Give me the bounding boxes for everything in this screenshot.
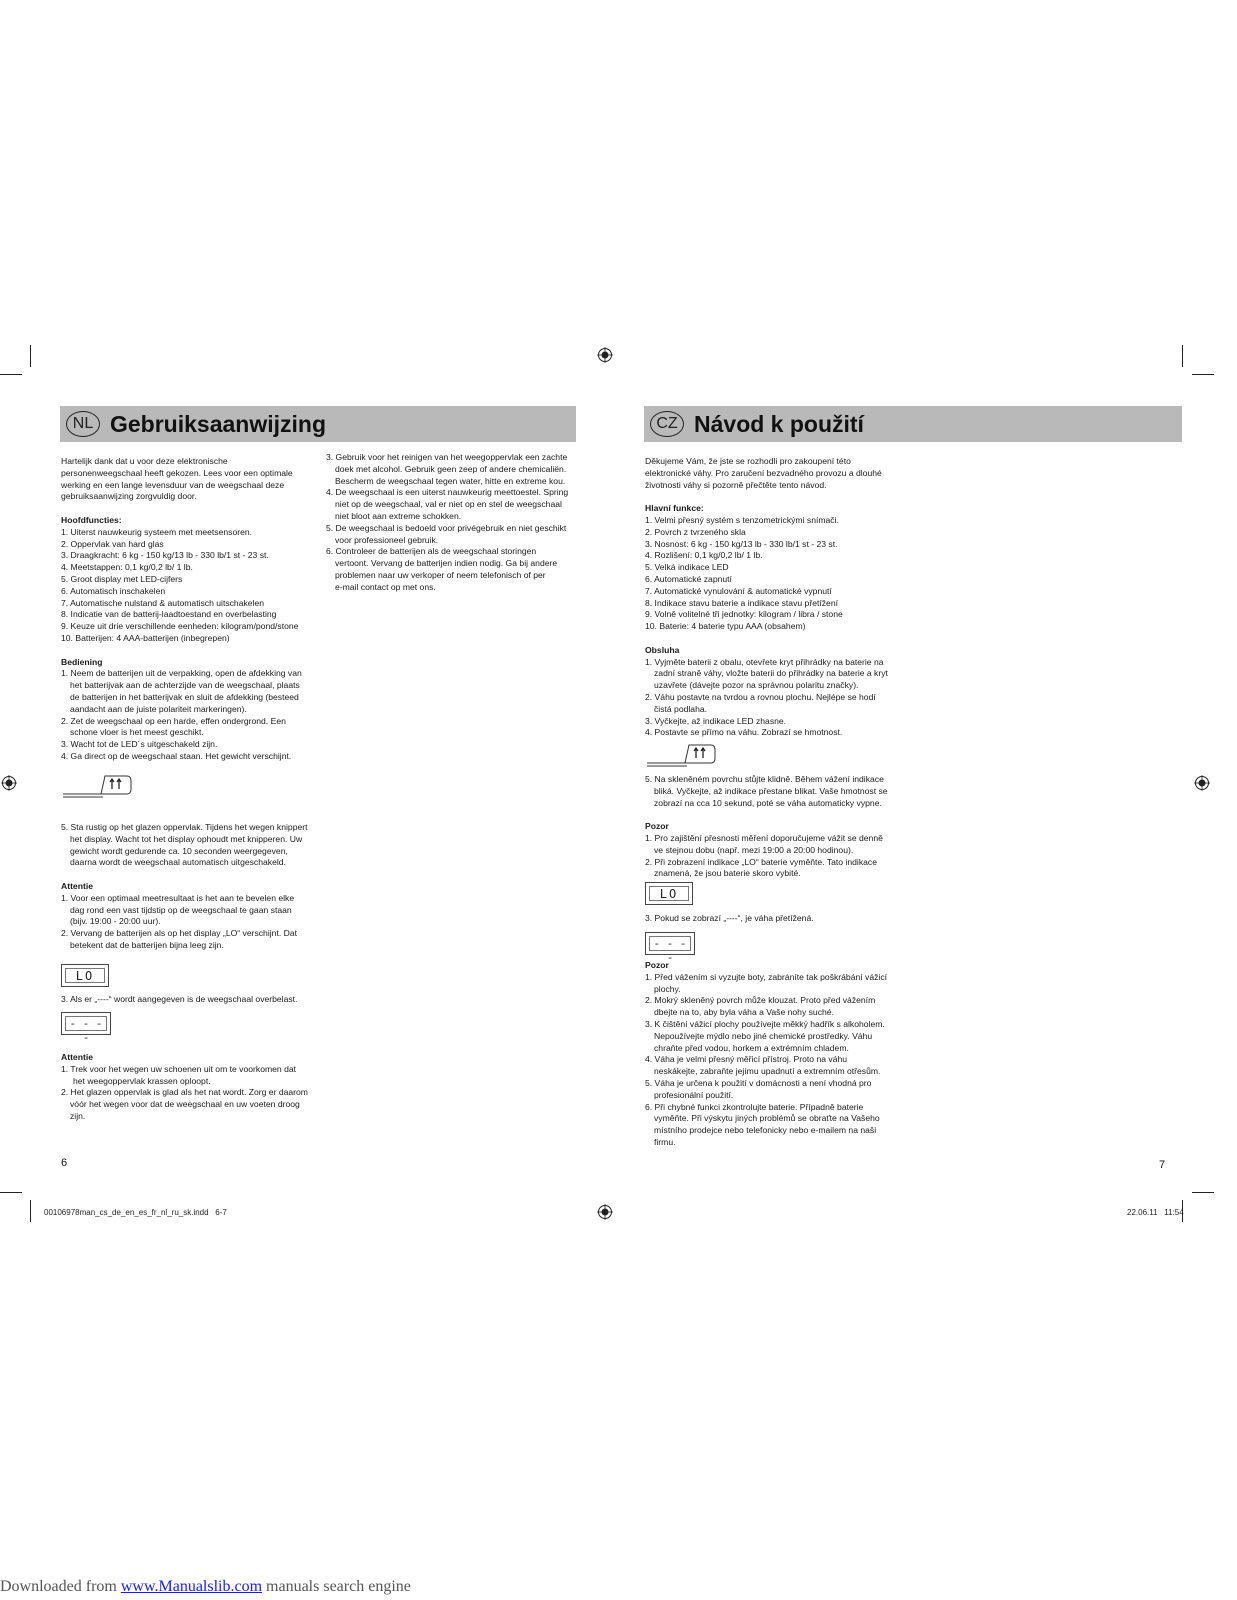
crop-mark [0, 374, 22, 375]
list-item-cont: niet bloot aan extreme schokken. [335, 510, 462, 521]
list-item: 7. Automatické vynulování & automatické vypnutí [645, 585, 832, 596]
list-item-cont: vertoont. Vervang de batterijen indien nodig. Ga bij andere [335, 558, 558, 569]
list-item-cont: neskákejte, zabraňte jejímu upadnutí a extremním otřesům. [654, 1066, 881, 1077]
crop-mark [0, 1192, 22, 1193]
list-item: 9. Keuze uit drie verschillende eenheden: kilogram/pond/stone [61, 621, 299, 632]
crop-mark [1192, 374, 1214, 375]
list-item-cont: aandacht aan de juiste polariteit markeringen). [70, 703, 247, 714]
language-badge: NL [66, 411, 100, 437]
list-item-cont: uzavřete (dávejte pozor na správnou polaritu značky). [654, 680, 859, 691]
intro-line: gebruiksaanwijzing zorgvuldig door. [61, 491, 197, 502]
lcd-text: - - - - [65, 1016, 107, 1031]
list-item-cont: het display. Wacht tot het display ophoudt met knipperen. Uw [70, 833, 303, 844]
list-item: 1. Velmi přesný systém s tenzometrickými snímači. [645, 514, 839, 525]
lcd-text: LO [649, 886, 689, 901]
list-item: 8. Indikace stavu baterie a indikace stavu přetížení [645, 597, 838, 608]
list-item: 1. Pro zajištění přesnosti měření doporučujeme vážit se denně [645, 832, 883, 843]
list-item: 4. Váha je velmi přesný měřicí přístroj. Proto na váhu [645, 1054, 848, 1065]
list-item: 2. Het glazen oppervlak is glad als het nat wordt. Zorg er daarom [61, 1087, 308, 1098]
registration-mark-icon [597, 347, 613, 363]
list-item-cont: daarna wordt de weegschaal automatisch uitgeschakeld. [70, 857, 286, 868]
section-header-nl [60, 406, 576, 442]
nl-column-1-lower [61, 822, 321, 952]
list-item-cont: zobrazí na cca 10 sekund, poté se váha automaticky vypne. [654, 797, 882, 808]
list-item: 1. Uiterst nauwkeurig systeem met meetsensoren. [61, 526, 253, 537]
list-item: 3. K čištění vážicí plochy používejte měkký hadřík s alkoholem. [645, 1018, 885, 1029]
list-item: 4. Rozlišení: 0,1 kg/0,2 lb/ 1 lb. [645, 550, 763, 561]
registration-mark-icon [1194, 775, 1210, 791]
list-item: 3. Pokud se zobrazí „----“, je váha přetížená. [645, 913, 814, 923]
list-item: 5. Váha je určena k použití v domácnosti a není vhodná pro [645, 1077, 872, 1088]
list-item-cont: chraňte před vodou, horkem a extrémním chladem. [654, 1042, 849, 1053]
lcd-text: LO [65, 968, 105, 983]
footer-suffix: manuals search engine [262, 1578, 411, 1595]
list-item-cont: de batterijen in het batterijvak en sluit de afdekking (besteed [70, 691, 299, 702]
list-item: 2. Vervang de batterijen als op het display „LO“ verschijnt. Dat [61, 928, 297, 939]
registration-mark-icon [1, 775, 17, 791]
list-item-cont: čistá podlaha. [654, 703, 708, 714]
list-item-cont: vyměňte. Při výskytu jiných problémů se obraťte na Vašeho [654, 1113, 880, 1124]
section-heading: Pozor [645, 960, 669, 970]
list-item-cont: plochy. [654, 983, 681, 994]
section-heading: Attentie [61, 1052, 93, 1062]
page-number: 6 [61, 1157, 68, 1169]
list-item: 7. Automatische nulstand & automatisch uitschakelen [61, 597, 265, 608]
list-item: 2. Zet de weegschaal op een harde, effen ondergrond. Een [61, 715, 286, 726]
list-item: 1. Neem de batterijen uit de verpakking, open de afdekking van [61, 668, 302, 679]
list-item: 1. Trek voor het wegen uw schoenen uit om te voorkomen dat [61, 1063, 297, 1074]
list-item: 5. Sta rustig op het glazen oppervlak. Tijdens het wegen knippert [61, 822, 308, 832]
list-item: 2. Mokrý skleněný povrch může klouzat. Proto před vážením [645, 995, 876, 1006]
list-item: 4. Ga direct op de weegschaal staan. Het gewicht verschijnt. [61, 750, 292, 761]
cz-column-lower [645, 774, 915, 880]
nl-column-1-bottom [61, 1052, 321, 1123]
list-item-cont: dbejte na to, aby byla váha a Vaše nohy suché. [654, 1007, 834, 1018]
page-title: Gebruiksaanwijzing [110, 411, 326, 437]
list-item: 3. Als er „----“ wordt aangegeven is de weegschaal overbelast. [61, 994, 298, 1004]
list-item-cont: místního prodejce nebo telefonicky nebo e-mailem na naši [654, 1125, 877, 1136]
footer-link[interactable]: www.Manualslib.com [120, 1578, 263, 1595]
section-heading: Obsluha [645, 644, 680, 655]
lcd-display-dash [61, 1012, 111, 1044]
list-item: 5. Groot display met LED-cijfers [61, 573, 183, 584]
lcd-display-lo [645, 882, 693, 905]
nl-column-1 [61, 456, 321, 763]
scale-illustration-icon [61, 773, 133, 799]
download-footer [0, 1578, 411, 1596]
list-item-cont: het weegoppervlak krassen oploopt. [73, 1075, 211, 1086]
lcd-display-lo [61, 964, 109, 987]
page-number: 7 [1159, 1159, 1166, 1171]
cz-overload [645, 913, 915, 925]
cz-column-bottom [645, 960, 915, 1149]
footer-prefix: Downloaded from [0, 1578, 121, 1595]
intro-line: werking en een lange levensduur van de weegschaal deze [61, 479, 285, 490]
list-item: 9. Volně volitelné tři jednotky: kilogram / libra / stone [645, 609, 843, 620]
cz-column [645, 456, 915, 739]
slug-filename: 00106978man_cs_de_en_es_fr_nl_ru_sk.indd 6-7 [44, 1208, 227, 1217]
list-item-cont: Nepoužívejte mýdlo nebo jiné chemické prostředky. Váhu [654, 1030, 873, 1041]
slug-date: 22.06.11 11:54 [1127, 1208, 1184, 1217]
list-item: 10. Batterijen: 4 AAA-batterijen (inbegrepen) [61, 632, 230, 643]
list-item: 10. Baterie: 4 baterie typu AAA (obsahem) [645, 621, 806, 632]
list-item: 2. Oppervlak van hard glas [61, 538, 164, 549]
intro-line: životnosti váhy si pozorně přečtěte tento návod. [645, 479, 827, 490]
list-item-cont: ve stejnou dobu (např. mezi 19:00 a 20:00 hodinou). [654, 844, 854, 855]
list-item: 8. Indicatie van de batterij-laadtoestand en overbelasting [61, 609, 277, 620]
list-item-cont: niet op de weegschaal, val er niet op en stel de weegschaal [335, 499, 562, 510]
list-item: 5. Na skleněném povrchu stůjte klidně. Během vážení indikace [645, 774, 884, 784]
list-item-cont: gewicht wordt gedurende ca. 10 seconden weergegeven, [70, 845, 288, 856]
list-item-cont: bliká. Vyčkejte, až indikace přestane blikat. Vaše hmotnost se [654, 785, 888, 796]
list-item: 4. Postavte se přímo na váhu. Zobrazí se hmotnost. [645, 727, 843, 738]
crop-mark [1192, 1192, 1214, 1193]
page-title: Návod k použití [694, 411, 864, 437]
list-item: 5. Velká indikace LED [645, 562, 729, 573]
list-item: 4. De weegschaal is een uiterst nauwkeurig meettoestel. Spring [326, 487, 569, 498]
list-item-cont: zadní straně váhy, vložte baterii do přihrádky na baterie a kryt [654, 668, 888, 679]
intro-line: elektronické váhy. Pro zaručení bezvadného provozu a dlouhé [645, 467, 882, 478]
list-item: 6. Controleer de batterijen als de weegschaal storingen [326, 546, 537, 557]
list-item-cont: het batterijvak aan de achterzijde van de weegschaal, plaats [70, 680, 300, 691]
registration-mark-icon [597, 1204, 613, 1220]
list-item: 1. Vyjměte baterii z obalu, otevřete kryt přihrádky na baterie na [645, 656, 884, 667]
list-item: 2. Při zobrazení indikace „LO“ baterie vyměňte. Tato indikace [645, 856, 877, 867]
nl-overload [61, 994, 321, 1006]
list-item-cont: (bijv. 19:00 - 20:00 uur). [70, 916, 161, 927]
intro-line: personenweegschaal heeft gekozen. Lees voor een optimale [61, 467, 293, 478]
list-item-cont: zijn. [70, 1110, 86, 1121]
list-item-cont: schone vloer is het meest geschikt. [70, 727, 204, 738]
list-item-cont: vóór het wegen voor dat de weegschaal en uw voeten droog [70, 1099, 300, 1110]
list-item-cont: znamená, že jsou baterie skoro vybité. [654, 868, 801, 879]
list-item: 2. Váhu postavte na tvrdou a rovnou plochu. Nejlépe se hodí [645, 691, 876, 702]
list-item: 5. De weegschaal is bedoeld voor privégebruik en niet geschikt [326, 522, 567, 533]
intro-line: Hartelijk dank dat u voor deze elektronische [61, 456, 228, 466]
list-item: 3. Gebruik voor het reinigen van het weegoppervlak een zachte [326, 452, 568, 462]
section-heading: Hlavní funkce: [645, 503, 704, 514]
list-item-cont: profesionální použití. [654, 1089, 734, 1100]
section-header-cz [644, 406, 1182, 442]
list-item-cont: Bescherm de weegschaal tegen water, hitte en extreme kou. [335, 475, 566, 486]
section-heading: Bediening [61, 656, 103, 667]
lcd-display-dash [645, 932, 695, 964]
list-item-cont: dag rond een vast tijdstip op de weegschaal te gaan staan [70, 904, 292, 915]
section-heading: Hoofdfuncties: [61, 514, 122, 525]
list-item-cont: voor professioneel gebruik. [335, 534, 439, 545]
crop-mark [30, 1200, 31, 1222]
language-badge: CZ [650, 411, 684, 437]
list-item: 4. Meetstappen: 0,1 kg/0,2 lb/ 1 lb. [61, 562, 193, 573]
list-item-cont: firmu. [654, 1136, 676, 1147]
list-item: 2. Povrch z tvrzeného skla [645, 526, 746, 537]
list-item: 6. Při chybné funkci zkontrolujte baterie. Případně baterie [645, 1101, 864, 1112]
list-item-cont: problemen naar uw verkoper of neem telefonisch of per [335, 569, 546, 580]
list-item: 6. Automatické zapnutí [645, 573, 732, 584]
list-item: 1. Před vážením si vyzujte boty, zabráníte tak poškrábání vážicí [645, 971, 888, 982]
section-heading: Attentie [61, 880, 93, 891]
list-item: 1. Voor een optimaal meetresultaat is het aan te bevelen elke [61, 892, 295, 903]
list-item: 3. Vyčkejte, až indikace LED zhasne. [645, 715, 787, 726]
scale-illustration-icon [645, 742, 717, 768]
lcd-text: - - - - [649, 936, 691, 951]
section-heading: Pozor [645, 821, 669, 832]
list-item-cont: betekent dat de batterijen bijna leeg zijn. [70, 939, 224, 950]
list-item: 3. Wacht tot de LED´s uitgeschakeld zijn. [61, 739, 218, 750]
list-item-cont: e-mail contact op met ons. [335, 581, 436, 592]
list-item: 3. Nosnost: 6 kg - 150 kg/13 lb - 330 lb/1 st - 23 st. [645, 538, 838, 549]
crop-mark [30, 345, 31, 367]
intro-line: Děkujeme Vám, že jste se rozhodli pro zakoupení této [645, 456, 851, 466]
list-item: 6. Automatisch inschakelen [61, 585, 166, 596]
list-item: 3. Draagkracht: 6 kg - 150 kg/13 lb - 330 lb/1 st - 23 st. [61, 550, 269, 561]
list-item-cont: doek met alcohol. Gebruik geen zeep of andere chemicaliën. [335, 463, 567, 474]
crop-mark [1182, 345, 1183, 367]
nl-column-2 [326, 452, 578, 594]
